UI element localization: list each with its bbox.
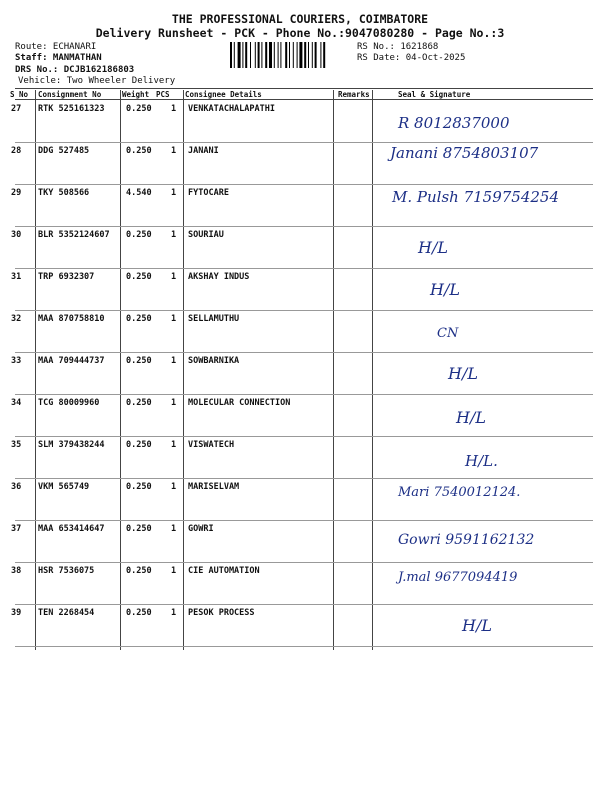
row-sno: 36 <box>11 482 22 492</box>
row-pcs: 1 <box>171 230 177 240</box>
row-consignment-no: VKM 565749 <box>38 482 90 492</box>
header-top-rule <box>15 88 593 89</box>
row-weight: 0.250 <box>126 566 152 576</box>
row-divider <box>15 478 593 479</box>
row-pcs: 1 <box>171 482 177 492</box>
row-consignee: JANANI <box>188 146 219 156</box>
row-pcs: 1 <box>171 440 177 450</box>
row-consignee: PESOK PROCESS <box>188 608 255 618</box>
row-sno: 27 <box>11 104 22 114</box>
col-header-consignee: Consignee Details <box>185 90 262 99</box>
row-consignment-no: BLR 5352124607 <box>38 230 110 240</box>
row-consignment-no: MAA 709444737 <box>38 356 105 366</box>
row-sno: 33 <box>11 356 22 366</box>
row-divider <box>15 562 593 563</box>
row-pcs: 1 <box>171 566 177 576</box>
row-sno: 35 <box>11 440 22 450</box>
runsheet-subtitle: Delivery Runsheet - PCK - Phone No.:9047080280 - Page No.:3 <box>95 26 505 40</box>
row-divider <box>15 268 593 269</box>
row-consignment-no: MAA 870758810 <box>38 314 105 324</box>
row-divider <box>15 352 593 353</box>
row-pcs: 1 <box>171 146 177 156</box>
row-pcs: 1 <box>171 356 177 366</box>
barcode-image <box>230 42 352 68</box>
row-consignee: SOURIAU <box>188 230 224 240</box>
col-header-remarks: Remarks <box>338 90 370 99</box>
row-divider <box>15 604 593 605</box>
col-header-sno: S No <box>10 90 29 99</box>
row-consignment-no: HSR 7536075 <box>38 566 95 576</box>
row-consignment-no: TRP 6932307 <box>38 272 95 282</box>
row-sno: 34 <box>11 398 22 408</box>
column-divider <box>120 90 121 650</box>
handwritten-signature: H/L. <box>465 452 498 470</box>
column-divider <box>372 90 373 650</box>
row-consignment-no: MAA 653414647 <box>38 524 105 534</box>
vehicle-label: Vehicle: Two Wheeler Delivery <box>18 76 176 86</box>
route-label: Route: ECHANARI <box>15 42 97 52</box>
handwritten-signature: H/L <box>448 364 478 383</box>
handwritten-signature: Janani 8754803107 <box>390 144 539 162</box>
row-sno: 32 <box>11 314 22 324</box>
row-weight: 0.250 <box>126 482 152 492</box>
row-consignee: FYTOCARE <box>188 188 229 198</box>
row-weight: 0.250 <box>126 146 152 156</box>
handwritten-signature: Mari 7540012124. <box>398 485 521 500</box>
col-header-consignment: Consignment No <box>38 90 102 99</box>
col-header-seal-signature: Seal & Signature <box>398 90 471 99</box>
row-consignment-no: TKY 508566 <box>38 188 90 198</box>
row-sno: 38 <box>11 566 22 576</box>
row-divider <box>15 226 593 227</box>
row-sno: 37 <box>11 524 22 534</box>
row-weight: 0.250 <box>126 230 152 240</box>
drs-number: DRS No.: DCJB162186803 <box>15 65 135 75</box>
handwritten-signature: H/L <box>418 238 448 257</box>
row-weight: 0.250 <box>126 608 152 618</box>
row-consignee: GOWRI <box>188 524 214 534</box>
company-title: THE PROFESSIONAL COURIERS, COIMBATORE <box>171 12 429 26</box>
row-consignment-no: SLM 379438244 <box>38 440 105 450</box>
row-consignment-no: TCG 80009960 <box>38 398 100 408</box>
row-consignment-no: DDG 527485 <box>38 146 90 156</box>
row-consignee: CIE AUTOMATION <box>188 566 260 576</box>
row-weight: 0.250 <box>126 524 152 534</box>
row-consignee: SOWBARNIKA <box>188 356 240 366</box>
handwritten-signature: M. Pulsh 7159754254 <box>392 188 560 206</box>
row-weight: 0.250 <box>126 104 152 114</box>
handwritten-signature: J.mal 9677094419 <box>398 570 518 585</box>
row-consignment-no: RTK 525161323 <box>38 104 105 114</box>
row-weight: 0.250 <box>126 398 152 408</box>
row-divider <box>15 394 593 395</box>
column-divider <box>35 90 36 650</box>
handwritten-signature: CN <box>437 326 459 341</box>
row-pcs: 1 <box>171 608 177 618</box>
row-divider <box>15 142 593 143</box>
row-divider <box>15 184 593 185</box>
row-consignee: MARISELVAM <box>188 482 240 492</box>
row-sno: 30 <box>11 230 22 240</box>
handwritten-signature: H/L <box>430 280 460 299</box>
row-sno: 28 <box>11 146 22 156</box>
row-pcs: 1 <box>171 524 177 534</box>
row-consignee: SELLAMUTHU <box>188 314 240 324</box>
row-divider <box>15 520 593 521</box>
row-weight: 0.250 <box>126 314 152 324</box>
col-header-weight: Weight <box>122 90 150 99</box>
handwritten-signature: R 8012837000 <box>398 114 510 132</box>
col-header-pcs: PCS <box>156 90 170 99</box>
handwritten-signature: H/L <box>462 616 492 635</box>
handwritten-signature: H/L <box>456 408 486 427</box>
row-sno: 39 <box>11 608 22 618</box>
staff-label: Staff: MANMATHAN <box>15 53 102 63</box>
row-sno: 29 <box>11 188 22 198</box>
row-weight: 4.540 <box>126 188 152 198</box>
row-pcs: 1 <box>171 398 177 408</box>
row-weight: 0.250 <box>126 356 152 366</box>
handwritten-signature: Gowri 9591162132 <box>398 532 535 548</box>
row-sno: 31 <box>11 272 22 282</box>
row-consignee: VENKATACHALAPATHI <box>188 104 275 114</box>
column-divider <box>183 90 184 650</box>
column-divider <box>333 90 334 650</box>
row-pcs: 1 <box>171 104 177 114</box>
header-bottom-rule <box>15 99 593 100</box>
rs-number: RS No.: 1621868 <box>357 42 439 52</box>
row-divider <box>15 646 593 647</box>
row-pcs: 1 <box>171 272 177 282</box>
row-weight: 0.250 <box>126 440 152 450</box>
row-consignment-no: TEN 2268454 <box>38 608 95 618</box>
row-pcs: 1 <box>171 314 177 324</box>
row-divider <box>15 310 593 311</box>
row-consignee: AKSHAY INDUS <box>188 272 250 282</box>
row-divider <box>15 436 593 437</box>
row-consignee: VISWATECH <box>188 440 235 450</box>
row-consignee: MOLECULAR CONNECTION <box>188 398 291 408</box>
rs-date: RS Date: 04-Oct-2025 <box>357 53 466 63</box>
row-weight: 0.250 <box>126 272 152 282</box>
row-pcs: 1 <box>171 188 177 198</box>
